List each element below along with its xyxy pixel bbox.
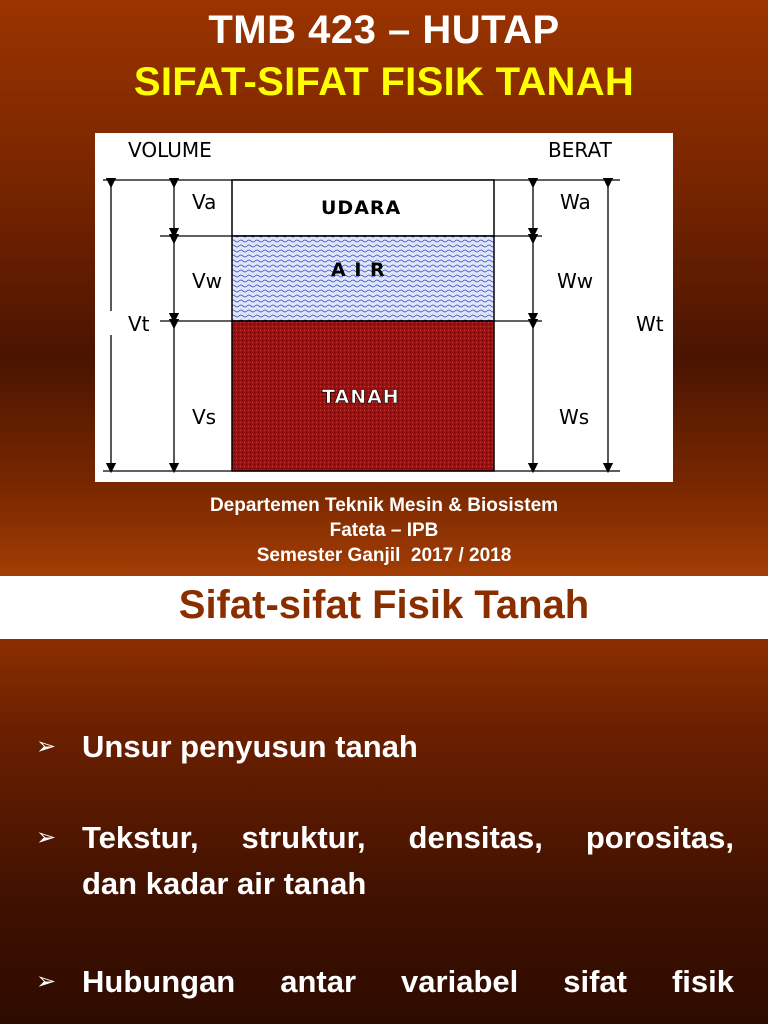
ww-label: Ww <box>557 269 594 293</box>
soil-phase-diagram <box>95 133 673 482</box>
department-name: Departemen Teknik Mesin & Biosistem <box>209 495 559 516</box>
arrowhead-bullet-icon: ➢ <box>36 733 57 760</box>
credits-block <box>0 493 768 568</box>
va-label: Va <box>192 190 217 214</box>
phase-diagram-svg <box>95 133 673 482</box>
arrowhead-bullet-icon: ➢ <box>36 824 57 851</box>
bullet-text-line2: dan kadar air tanah <box>82 866 367 901</box>
label-udara: UDARA <box>321 197 402 219</box>
slide-2 <box>0 639 768 1024</box>
bullet-item <box>36 959 734 1005</box>
weight-header: BERAT <box>548 138 612 162</box>
topic-title: SIFAT-SIFAT FISIK TANAH <box>133 60 635 104</box>
vw-label: Vw <box>192 269 223 293</box>
course-title: TMB 423 – HUTAP <box>208 8 560 52</box>
vs-label: Vs <box>192 405 217 429</box>
faculty-name: Fateta – IPB <box>329 520 439 541</box>
wa-label: Wa <box>560 190 591 214</box>
ws-label: Ws <box>559 405 590 429</box>
vt-label: Vt <box>128 312 150 336</box>
arrowhead-bullet-icon: ➢ <box>36 968 57 995</box>
bullet-text-line1: Tekstur, struktur, densitas, porositas, <box>82 820 734 855</box>
bullet-item <box>36 815 734 907</box>
label-tanah: TANAH <box>322 386 400 408</box>
bullet-text: Unsur penyusun tanah <box>82 729 418 764</box>
wt-label: Wt <box>636 312 664 336</box>
semester-text: Semester Ganjil 2017 / 2018 <box>256 545 512 566</box>
label-air: A I R <box>331 259 386 281</box>
bullet-text-line1: Hubungan antar variabel sifat fisik <box>82 964 734 999</box>
bullet-item <box>36 724 734 770</box>
slide-2-title: Sifat-sifat Fisik Tanah <box>178 583 590 627</box>
volume-header: VOLUME <box>128 138 212 162</box>
